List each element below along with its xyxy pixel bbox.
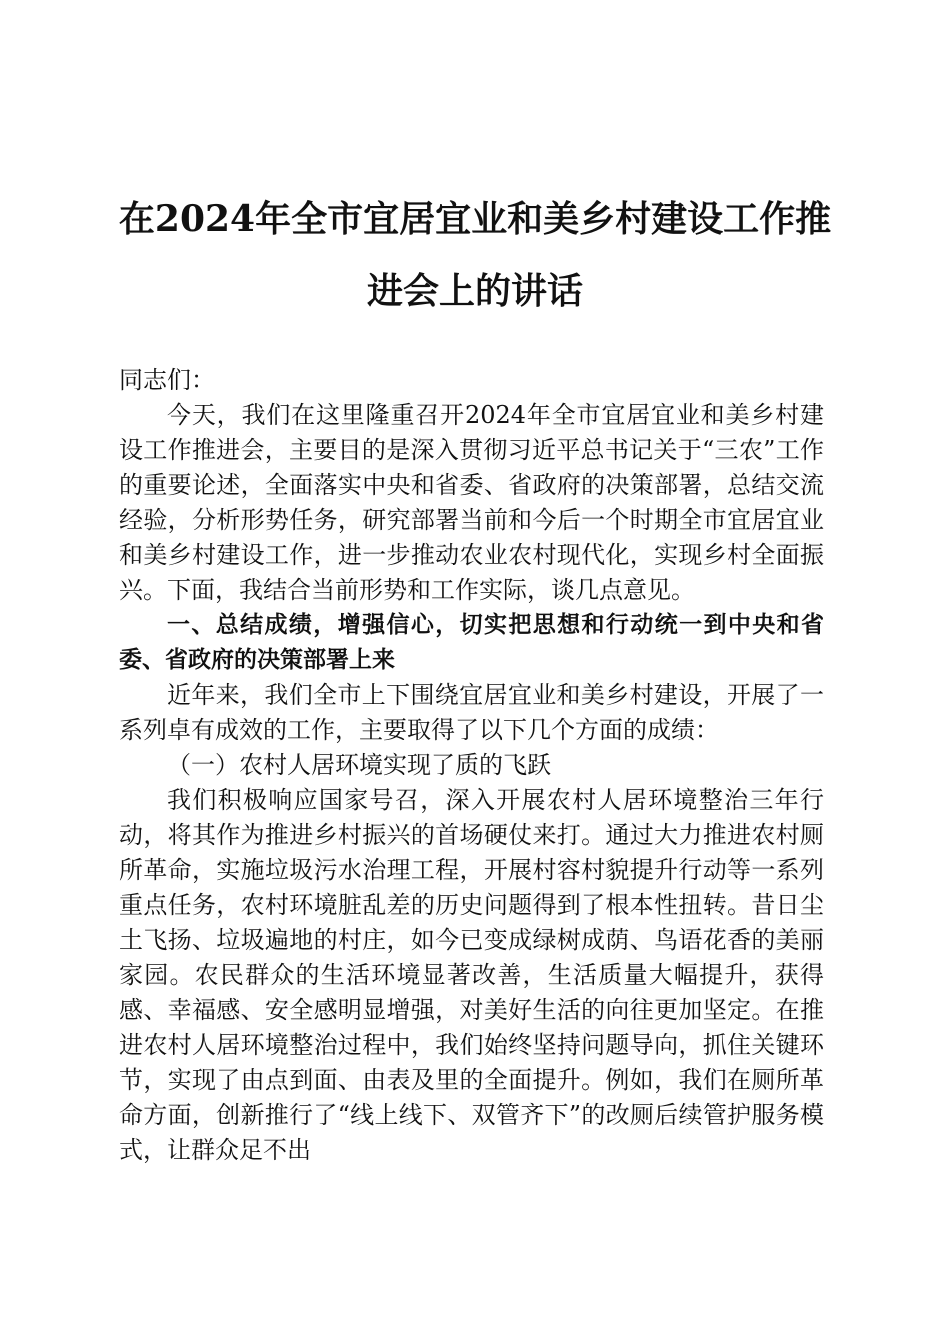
salutation: 同志们： xyxy=(119,366,215,394)
paragraph-intro: 今天，我们在这里隆重召开2024年全市宜居宜业和美乡村建设工作推进会，主要目的是深入贯彻习近平总书记关于“三农”工作的重要论述，全面落实中央和省委、省政府的决策部署，总结交流经验，分析形势任务，研究部署当前和今后一个时期全市宜居宜业和美乡村建设工作，进一步推动农业农村现代化，实现乡村全面振兴。下面，我结合当前形势和工作实际，谈几点意见。 xyxy=(119,401,824,604)
document-body xyxy=(119,363,824,1168)
subsection-heading-1: （一）农村人居环境实现了质的飞跃 xyxy=(167,751,551,779)
document-title-line-2: 进会上的讲话 xyxy=(366,270,583,312)
document-title-line-1: 在2024年全市宜居宜业和美乡村建设工作推 xyxy=(118,198,832,240)
section-heading-1: 一、总结成绩，增强信心，切实把思想和行动统一到中央和省委、省政府的决策部署上来 xyxy=(119,612,824,673)
paragraph-achievements: 近年来，我们全市上下围绕宜居宜业和美乡村建设，开展了一系列卓有成效的工作，主要取得了以下几个方面的成绩： xyxy=(119,681,824,744)
paragraph-living-environment: 我们积极响应国家号召，深入开展农村人居环境整治三年行动，将其作为推进乡村振兴的首场硬仗来打。通过大力推进农村厕所革命，实施垃圾污水治理工程，开展村容村貌提升行动等一系列重点任务，农村环境脏乱差的历史问题得到了根本性扭转。昔日尘土飞扬、垃圾遍地的村庄，如今已变成绿树成荫、鸟语花香的美丽家园。农民群众的生活环境显著改善，生活质量大幅提升，获得感、幸福感、安全感明显增强，对美好生活的向往更加坚定。在推进农村人居环境整治过程中，我们始终坚持问题导向，抓住关键环节，实现了由点到面、由表及里的全面提升。例如，我们在厕所革命方面，创新推行了“线上线下、双管齐下”的改厕后续管护服务模式，让群众足不出 xyxy=(119,786,824,1164)
